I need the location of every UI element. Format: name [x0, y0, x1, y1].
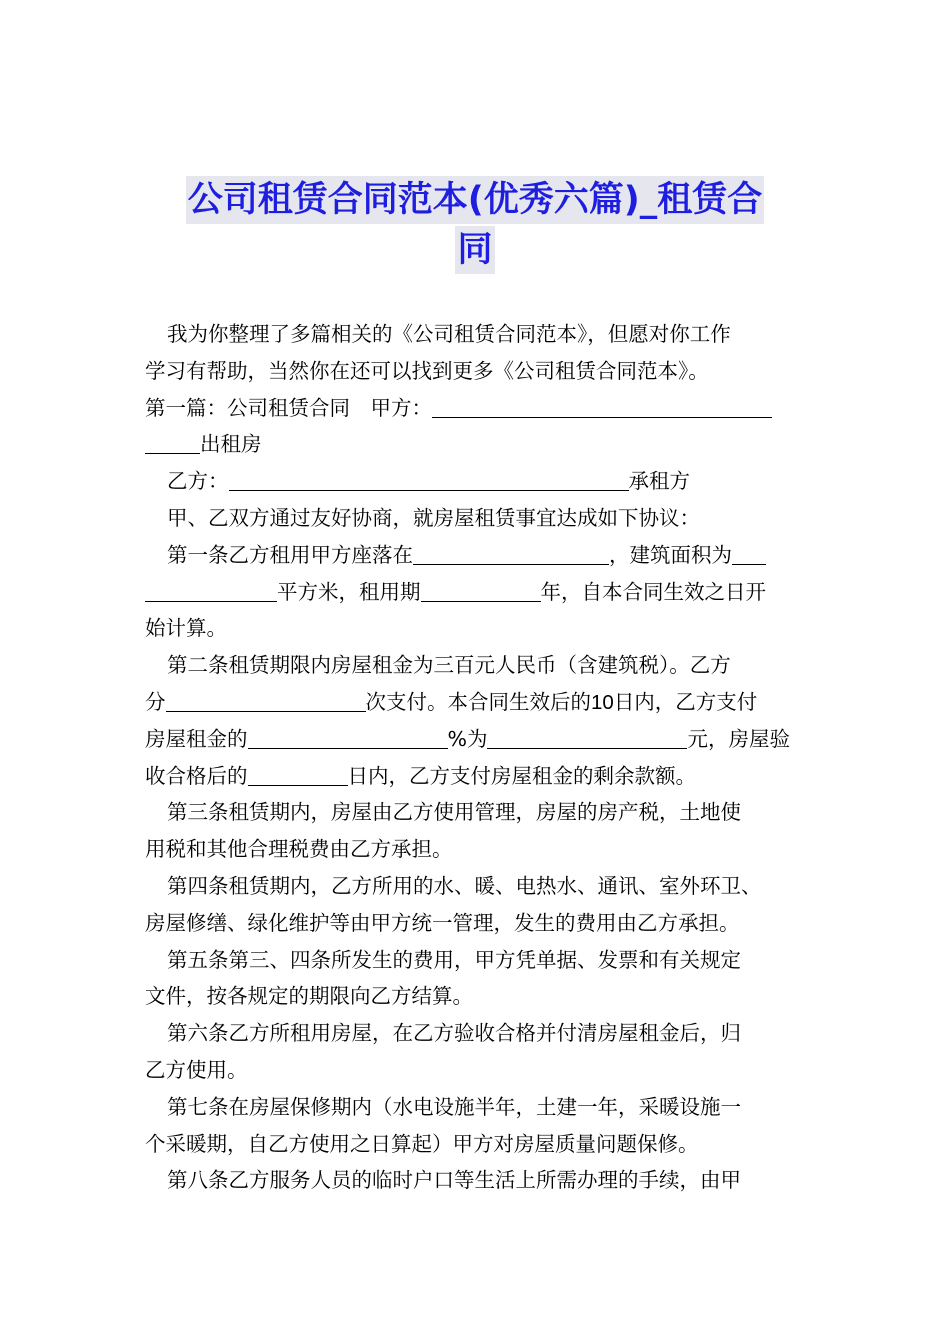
article-2-text-f: 元，房屋验	[687, 726, 790, 751]
article-1-text-d: 年，自本合同生效之日开	[540, 579, 766, 604]
installments-blank	[166, 689, 366, 712]
title-line-2: 同	[455, 226, 494, 274]
percent-blank	[248, 726, 448, 749]
party-a-role: 出租房	[200, 432, 262, 457]
article-2-text-b: 次支付。本合同生效后的	[365, 689, 591, 714]
article-2-days: 10	[591, 690, 614, 714]
document-title	[0, 176, 950, 276]
article-1-line-2	[145, 574, 810, 611]
party-b-line	[145, 463, 810, 500]
article-6-line-2: 乙方使用。	[145, 1057, 248, 1082]
party-b-label: 乙方：	[167, 469, 229, 494]
article-1-text-b: ，建筑面积为	[609, 542, 732, 567]
article-4-line-2: 房屋修缮、绿化维护等由甲方统一管理，发生的费用由乙方承担。	[145, 910, 740, 935]
article-2-text-g: 收合格后的	[145, 763, 248, 788]
article-2-line-2	[145, 684, 810, 721]
article-2-line-4	[145, 758, 810, 795]
article-2-text-d: 房屋租金的	[145, 726, 248, 751]
article-2-text-c: 日内，乙方支付	[613, 689, 758, 714]
title-line-1: 公司租赁合同范本(优秀六篇)_租赁合	[186, 176, 765, 224]
article-8-line-1: 第八条乙方服务人员的临时户口等生活上所需办理的手续，由甲	[167, 1168, 741, 1193]
article-2-text-h: 日内，乙方支付房屋租金的剩余款额。	[347, 763, 696, 788]
article-5-line-2: 文件，按各规定的期限向乙方结算。	[145, 984, 473, 1009]
article-1-text-a: 第一条乙方租用甲方座落在	[167, 542, 413, 567]
article-1-text-c: 平方米，租用期	[277, 579, 421, 604]
intro-line-2: 学习有帮助，当然你在还可以找到更多《公司租赁合同范本》。	[145, 358, 709, 383]
article-2-line-1: 第二条租赁期限内房屋租金为三百元人民币（含建筑税）。乙方	[167, 653, 731, 678]
article-7-line-2: 个采暖期，自乙方使用之日算起）甲方对房屋质量问题保修。	[145, 1131, 699, 1156]
party-a-line-2	[145, 426, 810, 463]
area-blank-cont	[145, 579, 277, 602]
party-a-label: 第一篇：公司租赁合同 甲方：	[145, 395, 432, 420]
party-a-blank-cont	[145, 431, 200, 454]
amount-blank	[487, 726, 687, 749]
article-2-text-a: 分	[145, 689, 166, 714]
party-b-blank	[229, 468, 629, 491]
article-2-line-3	[145, 721, 810, 758]
article-5-line-1: 第五条第三、四条所发生的费用，甲方凭单据、发票和有关规定	[167, 947, 741, 972]
article-7-line-1: 第七条在房屋保修期内（水电设施半年，土建一年，采暖设施一	[167, 1094, 741, 1119]
party-b-role: 承租方	[628, 469, 690, 494]
article-3-line-2: 用税和其他合理税费由乙方承担。	[145, 837, 453, 862]
agreement-line: 甲、乙双方通过友好协商，就房屋租赁事宜达成如下协议：	[167, 505, 700, 530]
intro-line-1: 我为你整理了多篇相关的《公司租赁合同范本》，但愿对你工作	[167, 322, 731, 346]
article-6-line-1: 第六条乙方所租用房屋，在乙方验收合格并付清房屋租金后，归	[167, 1021, 741, 1046]
document-body	[145, 316, 810, 1199]
article-1-line-3: 始计算。	[145, 616, 227, 641]
days-blank	[248, 763, 348, 786]
term-blank	[421, 579, 541, 602]
location-blank	[413, 542, 609, 565]
party-a-blank	[432, 395, 772, 418]
article-4-line-1: 第四条租赁期内，乙方所用的水、暖、电热水、通讯、室外环卫、	[167, 873, 762, 898]
party-a-line	[145, 390, 810, 427]
article-1-line-1	[145, 537, 810, 574]
article-3-line-1: 第三条租赁期内，房屋由乙方使用管理，房屋的房产税，土地使	[167, 800, 741, 825]
article-2-text-e: %为	[447, 726, 488, 751]
area-blank	[732, 542, 766, 565]
